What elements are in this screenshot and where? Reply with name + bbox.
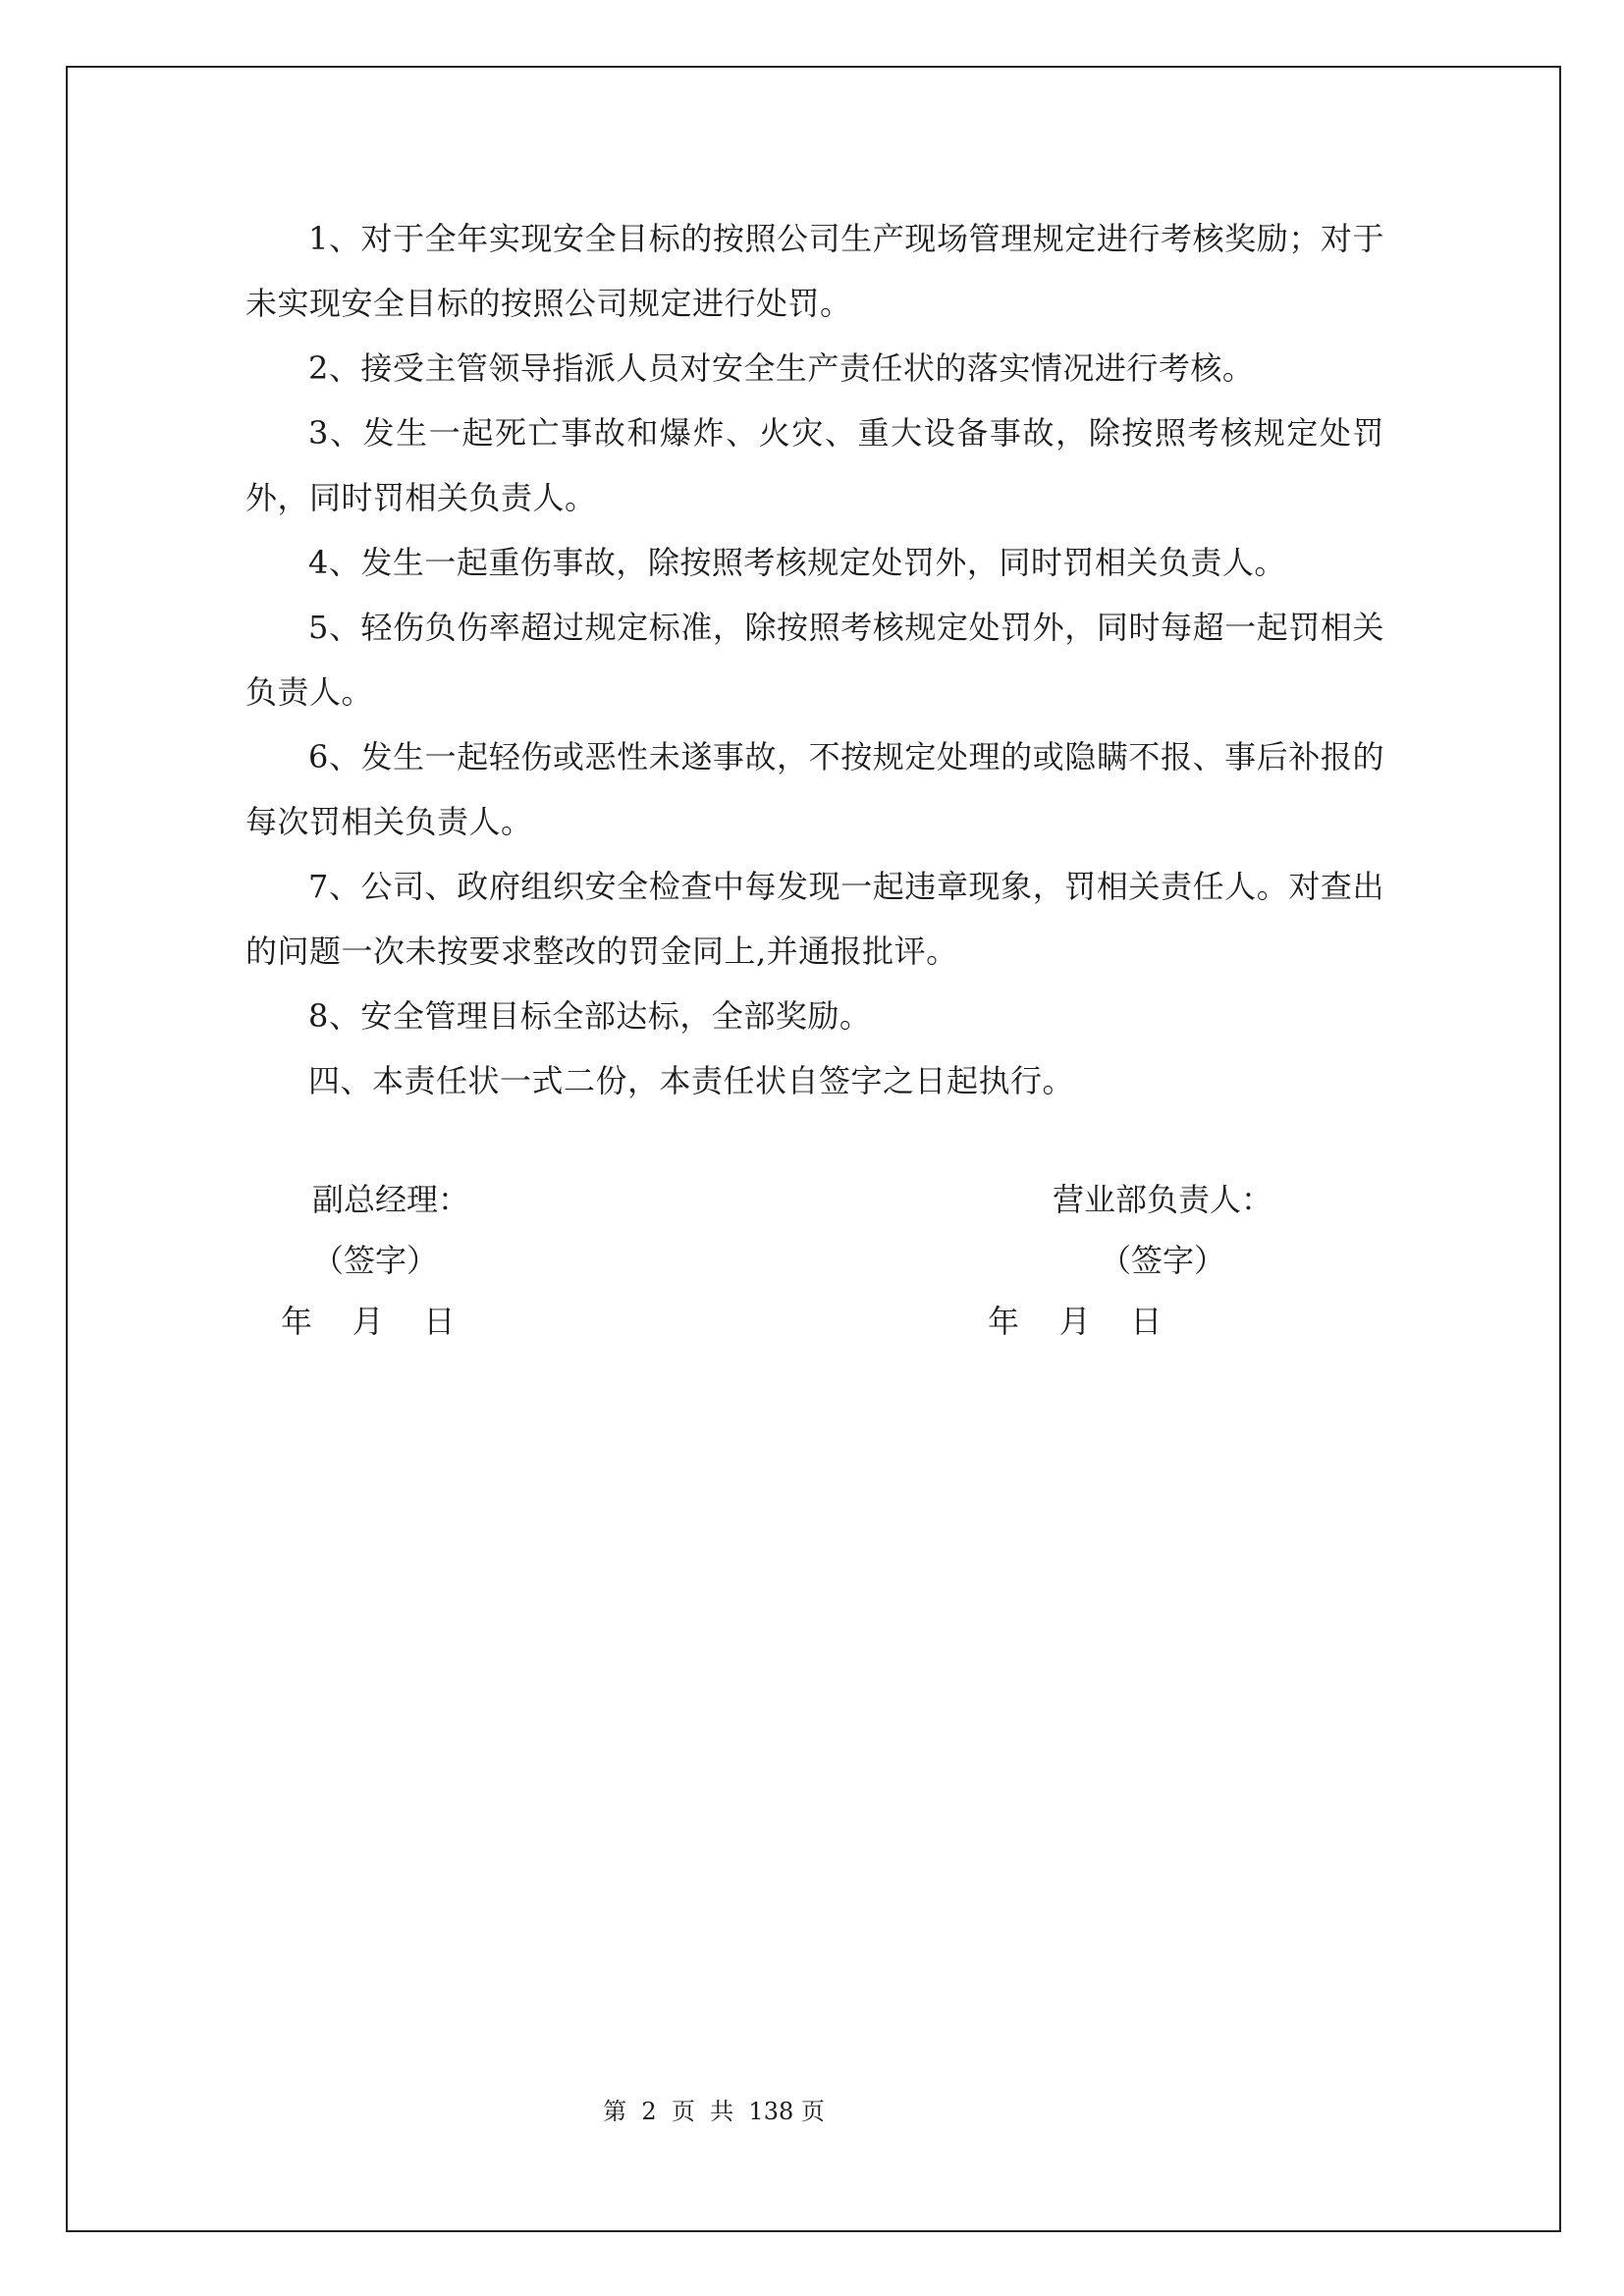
signature-label-left: 副总经理： [312,1181,470,1218]
clause-1: 1、对于全年实现安全目标的按照公司生产现场管理规定进行考核奖励；对于未实现安全目标的按照公司规定进行处罚。 [245,220,1384,322]
page-number-footer: 第 2 页 共 138 页 [603,2098,825,2125]
clause-four-execution: 四、本责任状一式二份，本责任状自签字之日起执行。 [308,1062,1075,1099]
clause-4: 4、发生一起重伤事故，除按照考核规定处罚外，同时罚相关负责人。 [308,544,1286,581]
clause-5: 5、轻伤负伤率超过规定标准，除按照考核规定处罚外，同时每超一起罚相关负责人。 [245,609,1384,711]
clause-2: 2、接受主管领导指派人员对安全生产责任状的落实情况进行考核。 [308,349,1255,387]
signature-date-right: 年 月 日 [988,1303,1163,1340]
signature-hint-right: （签字） [1100,1242,1226,1279]
clause-7: 7、公司、政府组织安全检查中每发现一起违章现象，罚相关责任人。对查出的问题一次未按要求整改的罚金同上,并通报批评。 [245,868,1384,970]
signature-hint-left: （签字） [312,1242,439,1279]
signature-label-right: 营业部负责人： [1053,1181,1273,1218]
clause-6: 6、发生一起轻伤或恶性未遂事故，不按规定处理的或隐瞒不报、事后补报的每次罚相关负责人。 [245,738,1384,840]
document-body [245,206,1384,1113]
clause-8: 8、安全管理目标全部达标，全部奖励。 [308,997,872,1035]
signature-date-left: 年 月 日 [281,1303,456,1340]
clause-3: 3、发生一起死亡事故和爆炸、火灾、重大设备事故，除按照考核规定处罚外，同时罚相关负责人。 [245,414,1384,516]
